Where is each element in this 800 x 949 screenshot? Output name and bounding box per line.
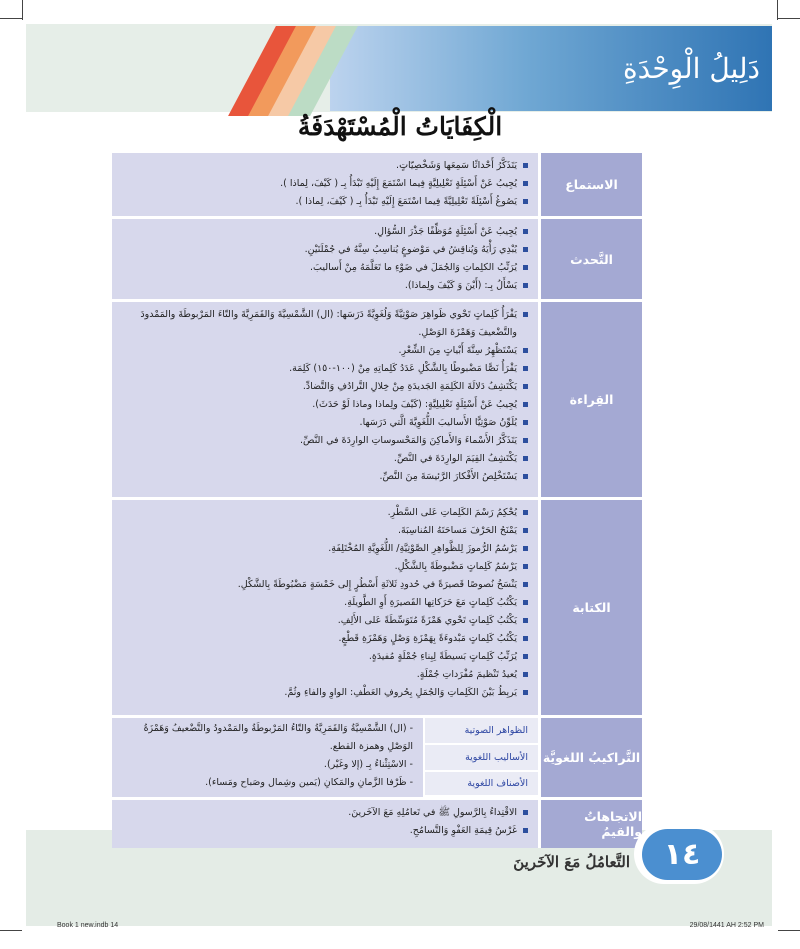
- bullet-icon: [523, 199, 528, 204]
- crop-mark: [0, 930, 22, 931]
- list-item: يَتَذَكَّرُ الأَسْماءَ وَالأَماكِنَ وَالمَحْسوساتِ الوارِدَةَ في النَّصِّ.: [118, 432, 528, 450]
- list-item: يَربِطُ بَيْنَ الكَلِماتِ وَالجُمَلِ بِحُروفِ العَطْفِ: الواوِ والفاءِ وثُمَّ.: [118, 684, 528, 702]
- list-item: يُبْدِي رَأْيَهُ وَيُناقِشُ في مَوْضوعٍ يُناسِبُ سِنَّهُ في جُمْلَتَيْنِ.: [118, 241, 528, 259]
- bullet-icon: [523, 265, 528, 270]
- bullet-icon: [523, 654, 528, 659]
- list-item: يَكْتَشِفُ دَلالَةَ الكَلِمَةِ الجَديدَةِ مِنْ خِلالِ التَّرادُفِ وَالتَّضادِّ.: [118, 378, 528, 396]
- bullet-icon: [523, 828, 528, 833]
- grammar-details: [112, 718, 423, 797]
- section-listening: [112, 153, 642, 219]
- list-item: يَرْسُمُ الرُّموزَ لِلظَّواهِرِ الصَّوْتِيَّةِ/ اللُّغَوِيَّةِ المُخْتَلِفَةِ.: [118, 540, 528, 558]
- competencies-table: [112, 153, 642, 848]
- section-values: [112, 800, 642, 848]
- list-item: يُعيدُ تَنْظيمَ مُفْرَداتِ جُمْلَةٍ.: [118, 666, 528, 684]
- list-item: يَسْأَلُ بِـ: (أَيْنَ وَ كَيْفَ ولِماذا).: [118, 277, 528, 295]
- grammar-sub-phonetic: الظواهر الصوتية: [423, 718, 538, 745]
- bullet-icon: [523, 810, 528, 815]
- list-item: يَقْرَأُ نَصًّا مَضْبوطًا بِالشَّكْلِ عَدَدُ كَلِماتِهِ مِنْ (١٠٠-١٥٠) كَلِمَة.: [118, 360, 528, 378]
- list-item: الاقْتِداءُ بِالرَّسولِ ﷺ في تَعامُلِهِ مَعَ الآخَرينَ.: [118, 804, 528, 822]
- grammar-sub-categories: الأصناف اللغوية: [423, 772, 538, 797]
- list-item: يُحْكِمُ رَسْمَ الكَلِماتِ عَلى السَّطْرِ.: [118, 504, 528, 522]
- bullet-icon: [523, 528, 528, 533]
- list-item: يَرْسُمُ كَلِماتٍ مَضْبوطَةً بِالشَّكْلِ.: [118, 558, 528, 576]
- crop-mark: [22, 0, 23, 20]
- bullet-icon: [523, 618, 528, 623]
- section-label: الاتجاهاتُ والقيمُ: [538, 800, 642, 848]
- bullet-icon: [523, 564, 528, 569]
- bullet-icon: [523, 366, 528, 371]
- list-item: يَكْتُبُ كَلِماتٍ تَحْوي هَمْزَةً مُتَوَسِّطَةً عَلى الأَلِفِ.: [118, 612, 528, 630]
- list-item: غَرْسُ قِيمَةِ العَفْوِ وَالتَّسامُحِ.: [118, 822, 528, 840]
- list-item: يَقْرَأُ كَلِماتٍ تَحْوي ظَواهِرَ صَوْتِيَّةً وَلُغَوِيَّةً دَرَسَها: (ال) الشَّمْسِيَّةَ وَالقَمَرِيَّةَ والتّاءَ المَرْبوطَةَ والمَمْدودَ والتَّضْعيفَ وَهَمْزَةَ الوَصْلِ.: [118, 306, 528, 342]
- bullet-icon: [523, 247, 528, 252]
- bullet-icon: [523, 163, 528, 168]
- bullet-icon: [523, 181, 528, 186]
- list-item: يَسْتَخْلِصُ الأَفْكارَ الرَّئيسَةَ مِنَ النَّصِّ.: [118, 468, 528, 486]
- print-timestamp: 29/08/1441 AH 2:52 PM: [689, 922, 764, 929]
- list-item: يَمْنَحُ الحَرْفَ مَساحَتَهُ المُناسِبَةَ.: [118, 522, 528, 540]
- bullet-icon: [523, 510, 528, 515]
- section-speaking: [112, 219, 642, 302]
- page-number: ١٤: [642, 829, 722, 880]
- file-info: Book 1 new.indb 14: [57, 922, 119, 929]
- crop-mark: [778, 930, 800, 931]
- grammar-sub-styles: الأساليب اللغوية: [423, 745, 538, 772]
- bullet-icon: [523, 283, 528, 288]
- grammar-detail: - (ال) الشَّمْسِيَّةُ وَالقَمَرِيَّةُ والتّاءُ المَرْبوطَةُ والمَمْدودُ والتَّضْعيفُ وَهَمْزَةُ الوَصْلِ وهمزة القطع.: [143, 723, 413, 752]
- unit-title: التَّعامُلُ مَعَ الآخَرينَ: [513, 853, 630, 871]
- page-title: الْكِفَايَاتُ الْمُسْتَهْدَفَةُ: [297, 112, 503, 141]
- bullet-icon: [523, 420, 528, 425]
- section-label: الكتابة: [538, 500, 642, 715]
- list-item: يُجِيبُ عَنْ أَسْئِلَةٍ مُوَظِّفًا جَذْرَ السُّؤالِ.: [118, 223, 528, 241]
- section-reading: [112, 302, 642, 500]
- bullet-icon: [523, 384, 528, 389]
- crop-mark: [0, 18, 22, 19]
- list-item: يَصُوغُ أَسْئِلَةً تَعْلِيلِيَّةً فِيما اسْتَمَعَ إِلَيْهِ تَبْدَأُ بِـ ( كَيْفَ، لِماذا ).: [118, 193, 528, 211]
- section-writing: [112, 500, 642, 718]
- bullet-icon: [523, 438, 528, 443]
- list-item: يُلَوِّنُ صَوْتِيًّا الأَساليبَ اللُّغَوِيَّةَ الَّتي دَرَسَها.: [118, 414, 528, 432]
- list-item: يَكْتُبُ كَلِماتٍ مَبْدوءَةً بِهَمْزَةِ وَصْلٍ وَهَمْزَةِ قَطْعٍ.: [118, 630, 528, 648]
- bullet-icon: [523, 229, 528, 234]
- list-item: يَسْتَظْهِرُ سِتَّةَ أَبْياتٍ مِنَ الشِّعْرِ.: [118, 342, 528, 360]
- crop-mark: [777, 0, 778, 20]
- bullet-icon: [523, 312, 528, 317]
- bullet-icon: [523, 582, 528, 587]
- section-label: التَّراكيبُ اللغويَّة: [538, 718, 642, 797]
- list-item: يُجِيبُ عَنْ أَسْئِلَةٍ تَعْلِيلِيَّةٍ فِيما اسْتَمَعَ إِلَيْهِ تَبْدَأُ بِـ ( كَيْفَ، لِماذا ).: [118, 175, 528, 193]
- list-item: يَنْسَخُ نُصوصًا قَصيرَةً في حُدودِ ثَلاثَةِ أَسْطُرٍ إِلى خَمْسَةٍ مَضْبُوطَةً بِالشَّكْلِ.: [118, 576, 528, 594]
- crop-mark: [778, 18, 800, 19]
- grammar-detail: - الاسْتِثْناءُ بِـ (إلا وغَيْر).: [323, 759, 413, 770]
- bullet-icon: [523, 456, 528, 461]
- bullet-icon: [523, 672, 528, 677]
- bullet-icon: [523, 600, 528, 605]
- grammar-detail: - ظَرْفا الزَّمانِ والمَكانِ (يَمين وشِمال وصَباح ومَساء).: [205, 777, 413, 788]
- list-item: يَتَذَكَّرُ أَحْداثًا سَمِعَها وَشَخْصِيّاتٍ.: [118, 157, 528, 175]
- banner-title: دَلِيلُ الْوِحْدَةِ: [622, 52, 760, 85]
- section-grammar: [112, 718, 642, 800]
- list-item: يَكْتَشِفُ القِيَمَ الوارِدَةَ في النَّصِّ.: [118, 450, 528, 468]
- bullet-icon: [523, 690, 528, 695]
- section-label: الاستماع: [538, 153, 642, 216]
- list-item: يُرَتِّبُ الكلِماتِ وَالجُمَلَ في ضَوْءِ ما تَعَلَّمَهُ مِنْ أَساليبَ.: [118, 259, 528, 277]
- bullet-icon: [523, 348, 528, 353]
- section-label: القِراءة: [538, 302, 642, 497]
- bullet-icon: [523, 402, 528, 407]
- bullet-icon: [523, 474, 528, 479]
- bullet-icon: [523, 636, 528, 641]
- list-item: يُجِيبُ عَنْ أَسْئِلَةٍ تَعْلِيلِيَّةٍ: (كَيْفَ ولِماذا وماذا لَوْ حَدَثَ).: [118, 396, 528, 414]
- section-label: التَّحدث: [538, 219, 642, 299]
- list-item: يَكْتُبُ كَلِماتٍ مَعَ حَرَكاتِها القَصيرَةِ أَوِ الطَّويلَةِ.: [118, 594, 528, 612]
- bullet-icon: [523, 546, 528, 551]
- list-item: يُرَتِّبُ كَلِماتٍ بَسيطَةً لِبِناءِ جُمْلَةٍ مُفيدَةٍ.: [118, 648, 528, 666]
